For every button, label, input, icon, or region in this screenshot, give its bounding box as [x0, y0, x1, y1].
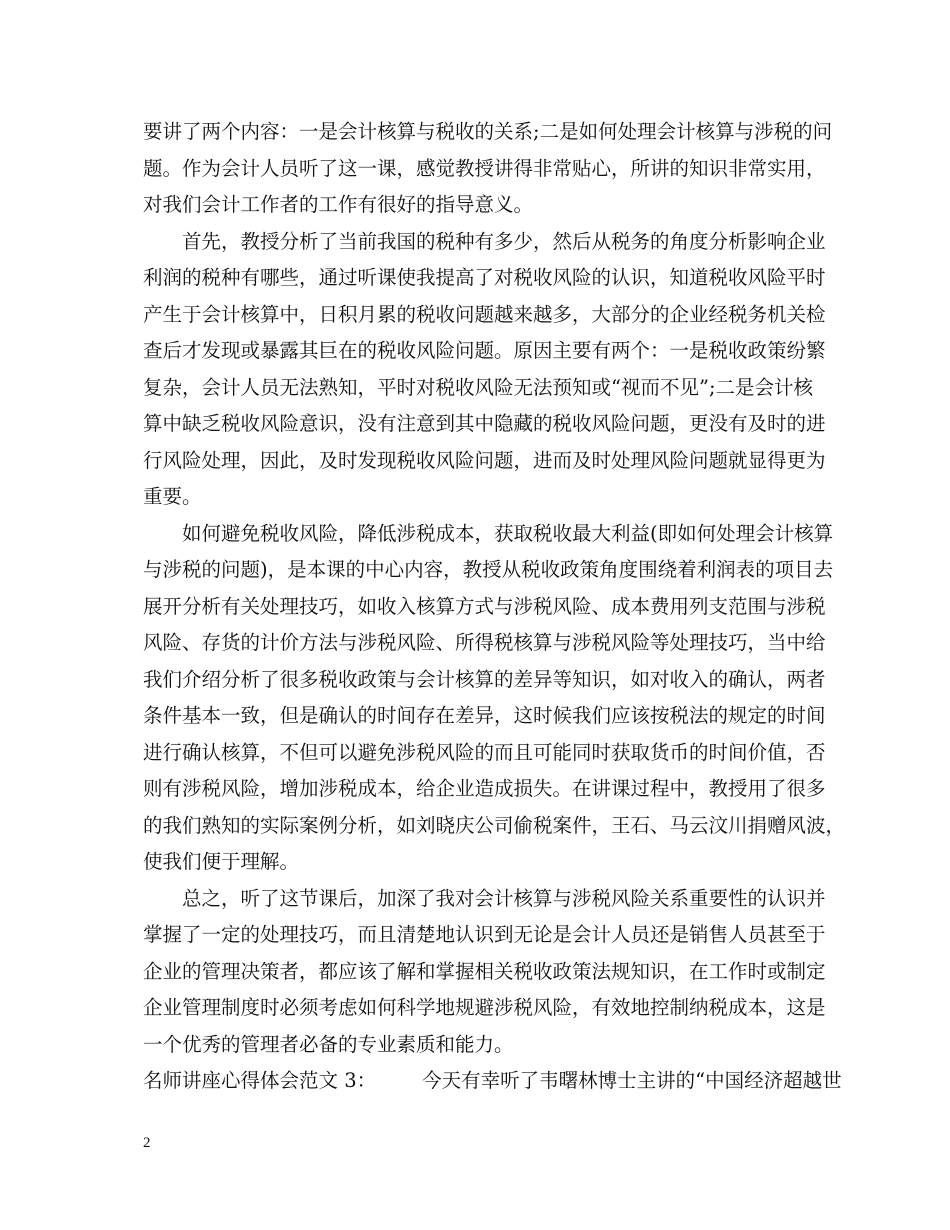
text-line: 一个优秀的管理者必备的专业素质和能力。 [143, 1032, 514, 1056]
text-line: 重要。 [143, 485, 202, 508]
text-line: 要讲了两个内容：一是会计核算与税收的关系;二是如何处理会计核算与涉税的问 [143, 120, 833, 143]
text-line: 展开分析有关处理技巧，如收入核算方式与涉税风险、成本费用列支范围与涉税 [143, 594, 826, 618]
text-line: 产生于会计核算中，日积月累的税收问题越来越多，大部分的企业经税务机关检 [143, 302, 826, 326]
text-line: 题。作为会计人员听了这一课，感觉教授讲得非常贴心，所讲的知识非常实用， [143, 156, 826, 180]
text-line: 掌握了一定的处理技巧，而且清楚地认识到无论是会计人员还是销售人员甚至于 [143, 923, 826, 946]
document-body [143, 114, 846, 1100]
paragraph [143, 114, 833, 224]
paragraph [143, 516, 846, 881]
page-number: 2 [143, 1135, 151, 1151]
text-line: 行风险处理，因此，及时发现税收风险问题，进而及时处理风险问题就显得更为 [143, 448, 826, 472]
text-line: 进行确认核算，不但可以避免涉税风险的而且可能同时获取货币的时间价值，否 [143, 740, 826, 764]
text-line: 首先，教授分析了当前我国的税种有多少，然后从税务的角度分析影响企业 [182, 229, 826, 253]
text-line: 的我们熟知的实际案例分析，如刘晓庆公司偷税案件，王石、马云汶川捐赠风波， [143, 813, 846, 837]
text-line: 企业管理制度时必须考虑如何科学地规避涉税风险，有效地控制纳税成本，这是 [143, 996, 826, 1019]
section-heading: 名师讲座心得体会范文 3： [143, 1069, 377, 1092]
paragraph [143, 224, 826, 516]
text-line: 则有涉税风险，增加涉税成本，给企业造成损失。在讲课过程中，教授用了很多 [143, 777, 826, 800]
text-line: 利润的税种有哪些，通过听课使我提高了对税收风险的认识，知道税收风险平时 [143, 266, 826, 289]
text-line: 如何避免税收风险，降低涉税成本，获取税收最大利益(即如何处理会计核算 [182, 521, 834, 545]
text-line: 查后才发现或暴露其巨在的税收风险问题。原因主要有两个：一是税收政策纷繁 [143, 339, 826, 362]
text-line: 总之，听了这节课后，加深了我对会计核算与涉税风险关系重要性的认识并 [182, 886, 826, 910]
text-line: 使我们便于理解。 [143, 850, 300, 873]
text-line: 企业的管理决策者，都应该了解和掌握相关税收政策法规知识，在工作时或制定 [143, 959, 826, 983]
text-line: 条件基本一致，但是确认的时间存在差异，这时候我们应该按税法的规定的时间 [143, 704, 826, 727]
paragraph [143, 881, 826, 1064]
text-line: 风险、存货的计价方法与涉税风险、所得税核算与涉税风险等处理技巧，当中给 [143, 631, 826, 654]
text-line: 算中缺乏税收风险意识，没有注意到其中隐藏的税收风险问题，更没有及时的进 [143, 412, 826, 435]
text-line: 对我们会计工作者的工作有很好的指导意义。 [143, 193, 534, 216]
text-line: 我们介绍分析了很多税收政策与会计核算的差异等知识，如对收入的确认，两者 [143, 667, 826, 691]
section-heading-line [143, 1063, 842, 1100]
text-line: 与涉税的问题)，是本课的中心内容，教授从税收政策角度围绕着利润表的项目去 [143, 558, 834, 581]
text-line: 复杂，会计人员无法熟知，平时对税收风险无法预知或“视而不见”;二是会计核 [143, 375, 814, 399]
section-text: 今天有幸听了韦曙林博士主讲的“中国经济超越世 [422, 1069, 842, 1092]
